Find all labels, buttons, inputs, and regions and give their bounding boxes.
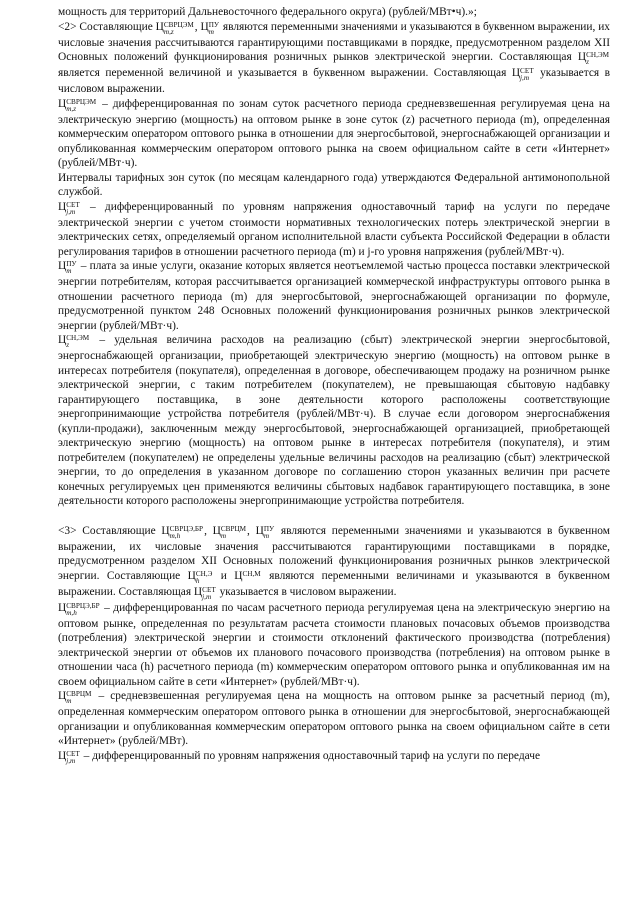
price-symbol <box>255 524 276 540</box>
symbol-subscript: m <box>263 531 270 540</box>
symbol-superscript: СВРЦМ <box>220 524 247 533</box>
price-symbol <box>511 67 535 82</box>
price-symbol <box>234 570 261 582</box>
symbol-superscript: СЕТ <box>66 749 80 758</box>
symbol-indices <box>66 691 91 705</box>
paragraph <box>58 171 610 200</box>
symbol-subscript: h <box>195 576 200 585</box>
price-symbol <box>212 524 247 540</box>
symbol-subscript: m <box>208 27 214 36</box>
price-symbol <box>58 200 81 216</box>
text-run: – дифференцированный по уровням напряжения одноставочный тариф на услуги по передаче <box>80 749 541 762</box>
text-run: , <box>204 524 213 537</box>
symbol-superscript: СН,Э <box>195 569 213 578</box>
text-run: – дифференцированная по часам расчетного периода регулируемая цена на электрическую энергию на оптовом рынке, определенная по результатам расчета стоимости плановых почасовых объемов производства (потребления) электрической энергии и стоимости отклонений фактического производства (потребления) электрической энергии от объемов их планового почасового производства (потребления) на оптовом рынке в отношении часа (h) расчетного периода (m) коммерческим оператором оптового рынка и опубликованная им на своем официальном сайте в сети «Интернет» (рублей/МВт·ч). <box>58 601 610 688</box>
text-run: – удельная величина расходов на реализацию (сбыт) электрической энергии энергосбытовой, энергоснабжающей организации, приобретающей электрическую энергию (мощность) на оптовом рынке в интересах потребителя (покупателя), определенная в договоре, обеспечивающем продажу на розничном рынке электрической энергии, с таким потребителем (покупателем), не превышающая сбытовую надбавку гарантирующего поставщика, в зоне деятельности которого расположены соответствующие энергопринимающие устройства потребителя (рублей/МВт·ч). В случае если договором энергоснабжения (купли-продажи), заключенным между энергосбытовой, энергоснабжающей организацией, приобретающей электрическую энергию (мощность) на оптовом рынке в интересах потребителя (покупателя), и этим потребителем (покупателем) не определены удельные величины расходов на реализацию (сбыт) электрической энергии, то до определения в указанном договоре по соглашению сторон указанных величин при расчете конечных регулируемых цен применяются величины сбытовых надбавок гарантирующего поставщика, в зоне деятельности которого расположены энергопринимающие устройства потребителя. <box>58 334 610 507</box>
symbol-superscript: СН,ЭМ <box>586 51 609 59</box>
symbol-subscript: m,h <box>169 531 181 540</box>
symbol-base: Ц <box>161 524 170 537</box>
text-run: и <box>213 569 235 582</box>
symbol-superscript: СЕТ <box>66 200 80 209</box>
symbol-subscript: j,m <box>202 592 212 601</box>
symbol-subscript: m <box>66 697 72 705</box>
symbol-base: Ц <box>511 67 521 79</box>
symbol-base: Ц <box>187 569 196 582</box>
paragraph <box>58 200 610 260</box>
price-symbol <box>155 20 195 36</box>
paragraph <box>58 259 610 333</box>
price-symbol <box>187 569 214 585</box>
text-run: являются переменными значениями и указываются в буквенном выражении, их числовые значения рассчитываются гарантирующими поставщиками в порядке, предусмотренном разделом XII Основных положений функционирования розничных рынков электрической энергии. Составляющая <box>58 20 610 63</box>
symbol-indices <box>243 571 261 585</box>
symbol-subscript: z <box>586 58 589 66</box>
symbol-indices <box>66 261 76 275</box>
text-run: Интервалы тарифных зон суток (по месяцам календарного года) утверждаются Федеральной антимонопольной службой. <box>58 171 610 198</box>
price-symbol <box>58 601 101 617</box>
paragraph <box>58 601 610 690</box>
text-run: , <box>194 20 201 33</box>
symbol-subscript: m,h <box>66 608 77 617</box>
price-symbol <box>58 260 78 275</box>
price-symbol <box>58 97 97 113</box>
price-symbol <box>193 585 217 601</box>
symbol-base: Ц <box>200 20 209 33</box>
symbol-indices <box>66 751 80 765</box>
text-run: являются переменными значениями и указываются в буквенном выражении, их числовые значения рассчитываются гарантирующими поставщиками в порядке, предусмотренном разделом XII Основных положений функционирования розничных рынков электрической энергии. Составляющие <box>58 524 610 582</box>
symbol-base: Ц <box>155 20 164 33</box>
symbol-superscript: СН,М <box>242 569 261 578</box>
symbol-indices <box>66 99 96 113</box>
text-run: <3> Составляющие <box>58 524 162 537</box>
symbol-indices <box>66 603 99 617</box>
symbol-base: Ц <box>255 524 264 537</box>
text-run: указывается в числовом выражении. <box>58 67 610 95</box>
symbol-superscript: СН,ЭМ <box>66 334 90 342</box>
symbol-superscript: ПУ <box>263 524 275 533</box>
paragraph <box>58 5 610 20</box>
symbol-base: Ц <box>58 601 67 614</box>
symbol-subscript: j,m <box>66 207 76 216</box>
symbol-subscript: m,z <box>163 27 174 36</box>
symbol-indices <box>66 335 89 349</box>
symbol-subscript: j,m <box>520 74 530 82</box>
symbol-base: Ц <box>58 690 67 702</box>
symbol-indices <box>170 526 203 540</box>
symbol-superscript: СВРЦЭМ <box>163 20 194 29</box>
text-run: являются переменными величинами и указываются в буквенном выражении. Составляющая <box>58 569 610 598</box>
symbol-indices <box>221 526 246 540</box>
price-symbol <box>58 334 90 349</box>
paragraph <box>58 749 610 765</box>
price-symbol <box>161 524 204 540</box>
symbol-superscript: СВРЦЭМ <box>66 97 97 106</box>
symbol-superscript: СЕТ <box>202 585 216 594</box>
symbol-base: Ц <box>58 749 67 762</box>
symbol-superscript: СВРЦЭ,БР <box>169 524 204 533</box>
text-run: – средневзвешенная регулируемая цена на мощность на оптовом рынке за расчетный период (m), определенная коммерческим оператором оптового рынка в отношении для энергосбытовой, энергоснабжающей организации и опубликованная коммерческим оператором оптового рынка на своем официальном сайте в сети «Интернет» (рублей/МВт). <box>58 690 610 747</box>
text-run: мощность для территорий Дальневосточного федерального округа) (рублей/МВт•ч).»; <box>58 6 477 18</box>
symbol-superscript: ПУ <box>208 20 220 29</box>
symbol-subscript: m <box>66 267 72 275</box>
symbol-indices <box>586 52 609 66</box>
symbol-base: Ц <box>58 260 67 272</box>
symbol-base: Ц <box>212 524 221 537</box>
symbol-indices <box>66 202 80 216</box>
paragraph <box>58 689 610 749</box>
symbol-indices <box>202 587 216 601</box>
symbol-subscript <box>243 578 261 585</box>
paragraph <box>58 20 610 97</box>
symbol-subscript: j,m <box>66 756 76 765</box>
paragraph-gap <box>58 509 610 524</box>
symbol-base: Ц <box>577 51 587 63</box>
symbol-superscript: СВРЦМ <box>66 690 92 698</box>
symbol-subscript: z <box>66 341 70 349</box>
symbol-indices <box>196 571 213 585</box>
symbol-indices <box>164 22 194 36</box>
symbol-indices <box>264 526 274 540</box>
text-run: указывается в числовом выражении. <box>216 585 397 598</box>
text-run: является переменной величиной и указывается в буквенном выражении. Составляющая <box>58 67 512 79</box>
symbol-base: Ц <box>193 585 203 598</box>
text-run: <2> Составляющие <box>58 20 156 33</box>
symbol-base: Ц <box>58 97 67 110</box>
paragraph <box>58 333 610 509</box>
symbol-indices <box>520 68 534 82</box>
symbol-superscript: ПУ <box>66 260 77 268</box>
text-run: – плата за иные услуги, оказание которых является неотъемлемой частью процесса поставки электрической энергии потребителям, которая рассчитывается организацией коммерческой инфраструктуры оптового рынка в отношении расчетного периода (m) для энергосбытовой, энергоснабжающей организации по формуле, предусмотренной пунктом 248 Основных положений функционирования розничных рынков электрической энергии (рублей/МВт·ч). <box>58 260 610 332</box>
text-run: – дифференцированная по зонам суток расчетного периода средневзвешенная регулируемая цена на электрическую энергию (мощность) на оптовом рынке в зоне суток (z) расчетного периода (m), определенная коммерческим оператором оптового рынка в отношении для энергосбытовой, энергоснабжающей организации и опубликованная коммерческим оператором оптового рынка на своем официальном сайте в сети «Интернет» (рублей/МВт·ч). <box>58 97 610 169</box>
symbol-base: Ц <box>58 200 67 213</box>
paragraph <box>58 97 610 171</box>
text-run: , <box>247 524 256 537</box>
symbol-base: Ц <box>234 569 243 582</box>
text-run: – дифференцированный по уровням напряжения одноставочный тариф на услуги по передаче электрической энергии с учетом стоимости нормативных технологических потерь электрической энергии в электрических сетях, определяемый органом исполнительной власти субъекта Российской Федерации в области регулирования тарифов в отношении расчетного периода (m) и j-го уровня напряжения (рублей/МВт·ч). <box>58 200 610 258</box>
symbol-base: Ц <box>58 334 67 346</box>
symbol-indices <box>209 22 219 36</box>
price-symbol <box>577 51 610 66</box>
price-symbol <box>58 690 92 705</box>
symbol-subscript: m <box>220 531 227 540</box>
price-symbol <box>58 749 81 765</box>
price-symbol <box>200 20 221 36</box>
paragraph <box>58 524 610 601</box>
symbol-superscript: СЕТ <box>520 67 534 75</box>
symbol-superscript: СВРЦЭ,БР <box>66 601 100 610</box>
symbol-subscript: m,z <box>66 104 77 113</box>
